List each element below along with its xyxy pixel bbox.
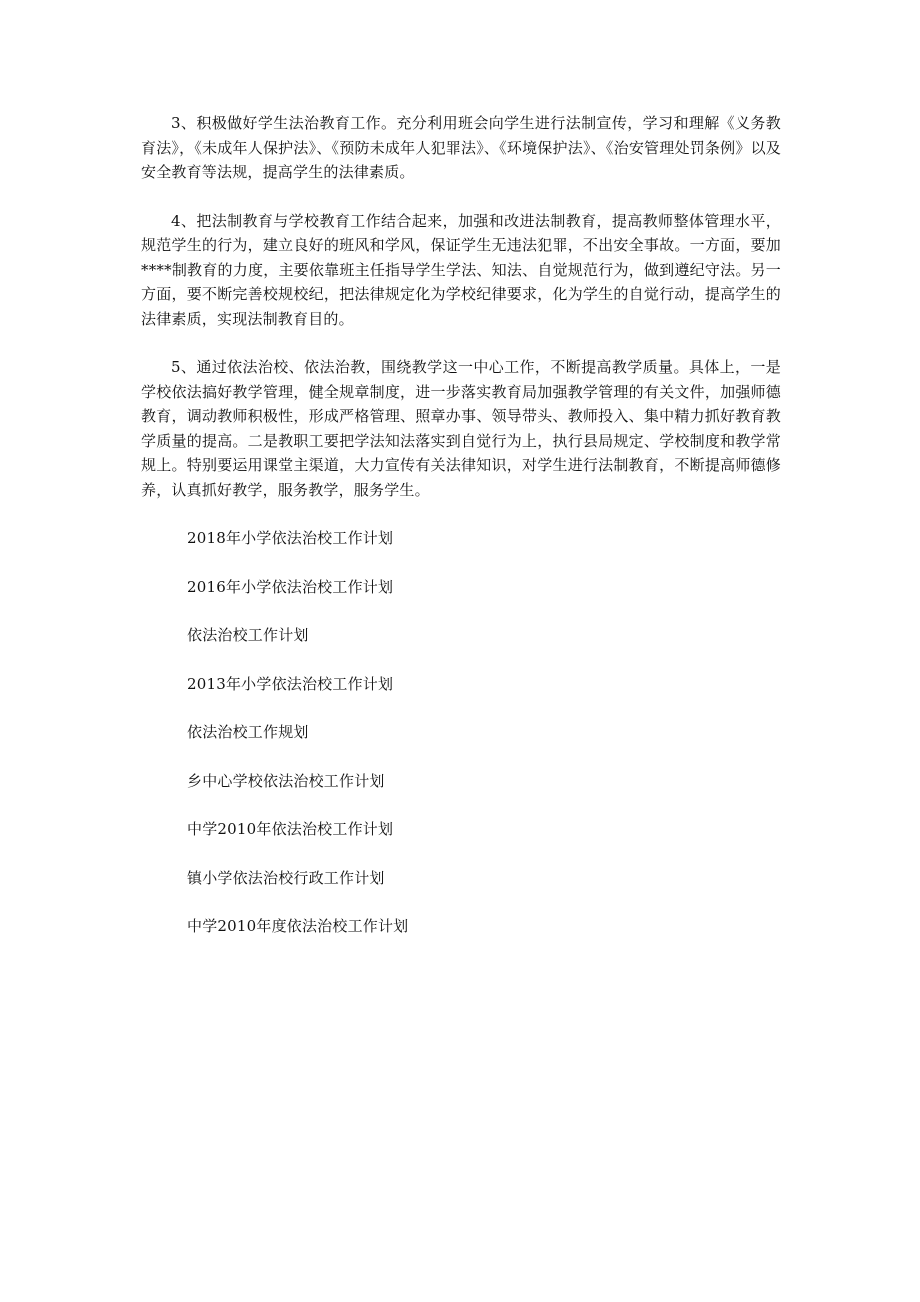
document-body [141,111,781,963]
related-link-item[interactable] [141,769,781,793]
paragraph-item-4: 4、把法制教育与学校教育工作结合起来，加强和改进法制教育，提高教师整体管理水平，规范学生的行为，建立良好的班风和学风，保证学生无违法犯罪，不出安全事故。一方面，要加****制教育的力度，主要依靠班主任指导学生学法、知法、自觉规范行为，做到遵纪守法。另一方面，要不断完善校规校纪，把法律规定化为学校纪律要求，化为学生的自觉行动，提高学生的法律素质，实现法制教育目的。 [141,211,781,328]
paragraph-item-3: 3、积极做好学生法治教育工作。充分利用班会向学生进行法制宣传，学习和理解《义务教育法》，《未成年人保护法》、《预防未成年人犯罪法》、《环境保护法》、《治安管理处罚条例》以及安全教育等法规，提高学生的法律素质。 [141,114,781,181]
related-link-item[interactable] [141,672,781,696]
related-link-item[interactable] [141,623,781,647]
related-link-label[interactable]: 中学2010年依法治校工作计划 [187,820,394,838]
related-link-label[interactable]: 依法治校工作规划 [187,723,309,741]
related-link-item[interactable] [141,866,781,890]
related-links-list [141,526,781,938]
related-link-label[interactable]: 2013年小学依法治校工作计划 [187,674,394,693]
related-link-item[interactable] [141,526,781,550]
related-link-item[interactable] [141,914,781,938]
paragraph-item-5: 5、通过依法治校、依法治教，围绕教学这一中心工作，不断提高教学质量。具体上，一是学校依法搞好教学管理，健全规章制度，进一步落实教育局加强教学管理的有关文件，加强师德教育，调动教师积极性，形成严格管理、照章办事、领导带头、教师投入、集中精力抓好教育教学质量的提高。二是教职工要把学法知法落实到自觉行为上，执行县局规定、学校制度和教学常规上。特别要运用课堂主渠道，大力宣传有关法律知识，对学生进行法制教育，不断提高师德修养，认真抓好教学，服务教学，服务学生。 [141,358,781,499]
related-link-label[interactable]: 镇小学依法治校行政工作计划 [187,868,385,887]
related-link-label[interactable]: 依法治校工作计划 [187,626,309,644]
related-link-item[interactable] [141,575,781,599]
related-link-label[interactable]: 中学2010年度依法治校工作计划 [187,917,409,935]
related-link-label[interactable]: 2018年小学依法治校工作计划 [187,529,394,547]
related-link-item[interactable] [141,817,781,841]
related-link-label[interactable]: 2016年小学依法治校工作计划 [187,577,394,596]
related-link-item[interactable] [141,720,781,744]
related-link-label[interactable]: 乡中心学校依法治校工作计划 [187,771,385,790]
